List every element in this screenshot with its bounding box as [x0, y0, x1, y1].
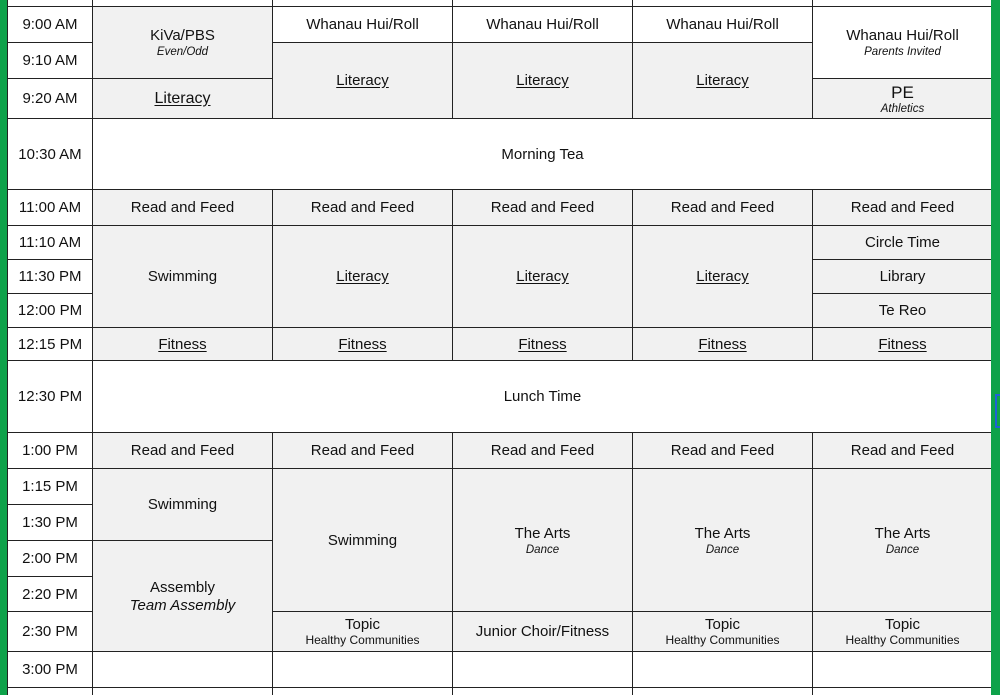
cell-label: KiVa/PBS	[150, 27, 215, 44]
cell-topic[interactable]	[633, 612, 813, 652]
cell-pe[interactable]	[813, 79, 992, 119]
table-row	[8, 7, 992, 43]
time-cell: 3:00 PM	[8, 652, 93, 688]
cell-read-feed[interactable]: Read and Feed	[813, 190, 992, 226]
time-cell: 10:30 AM	[8, 119, 93, 190]
time-cell: 2:00 PM	[8, 541, 93, 577]
time-cell: 1:00 PM	[8, 433, 93, 469]
cell-whanau[interactable]: Whanau Hui/Roll	[273, 7, 453, 43]
cell-circle-time[interactable]: Circle Time	[813, 226, 992, 260]
table-row	[8, 190, 992, 226]
cell-empty[interactable]	[453, 652, 633, 688]
cell-literacy[interactable]: Literacy	[273, 226, 453, 328]
cell-empty[interactable]	[93, 652, 273, 688]
cell-fitness[interactable]: Fitness	[453, 328, 633, 361]
cell-topic[interactable]	[813, 612, 992, 652]
cell-literacy[interactable]: Literacy	[453, 43, 633, 119]
cell-fitness[interactable]: Fitness	[633, 328, 813, 361]
cell-read-feed[interactable]: Read and Feed	[453, 433, 633, 469]
cell-label: Literacy	[154, 89, 211, 107]
time-cell: 11:10 AM	[8, 226, 93, 260]
cell-read-feed[interactable]: Read and Feed	[633, 433, 813, 469]
table-row	[8, 328, 992, 361]
cell-sublabel: Team Assembly	[129, 596, 236, 614]
cell-read-feed[interactable]: Read and Feed	[93, 190, 273, 226]
cell-fitness[interactable]: Fitness	[93, 328, 273, 361]
cell-sublabel: Healthy Communities	[845, 633, 960, 647]
cell-sublabel: Even/Odd	[156, 46, 209, 58]
cell-label: PE	[891, 82, 914, 102]
time-cell: 12:15 PM	[8, 328, 93, 361]
cell-lunch[interactable]: Lunch Time	[93, 361, 992, 433]
cell-literacy[interactable]: Literacy	[633, 43, 813, 119]
cell-empty[interactable]	[633, 652, 813, 688]
cell-empty[interactable]	[273, 652, 453, 688]
time-cell: 12:00 PM	[8, 294, 93, 328]
cell-sublabel: Dance	[885, 543, 920, 556]
cell-label: Topic	[884, 616, 921, 633]
time-cell: 11:00 AM	[8, 190, 93, 226]
cell-assembly[interactable]	[93, 541, 273, 652]
cell-label: Whanau Hui/Roll	[846, 27, 959, 44]
table-row	[8, 433, 992, 469]
cell-label: The Arts	[694, 524, 751, 542]
cell-read-feed[interactable]: Read and Feed	[813, 433, 992, 469]
cell-sublabel: Athletics	[880, 102, 925, 115]
cell-read-feed[interactable]: Read and Feed	[633, 190, 813, 226]
cell-read-feed[interactable]: Read and Feed	[453, 190, 633, 226]
cell-arts[interactable]	[813, 469, 992, 612]
cell-library[interactable]: Library	[813, 260, 992, 294]
cell-label: Topic	[704, 616, 741, 633]
cell-fitness[interactable]: Fitness	[813, 328, 992, 361]
table-row	[8, 652, 992, 688]
cell-literacy[interactable]: Literacy	[273, 43, 453, 119]
time-cell: 9:00 AM	[8, 7, 93, 43]
cell-topic[interactable]	[273, 612, 453, 652]
cell-sublabel: Healthy Communities	[305, 633, 420, 647]
cell-sublabel: Dance	[705, 543, 740, 556]
cell-label: The Arts	[874, 524, 931, 542]
cell-read-feed[interactable]: Read and Feed	[273, 190, 453, 226]
cell-label: Assembly	[149, 578, 216, 596]
timetable	[7, 0, 991, 695]
table-row	[8, 361, 992, 433]
time-cell: 9:20 AM	[8, 79, 93, 119]
cell-arts[interactable]	[453, 469, 633, 612]
table-row	[8, 119, 992, 190]
cell-morning-tea[interactable]: Morning Tea	[93, 119, 992, 190]
timetable-sheet	[7, 0, 991, 695]
time-cell: 2:20 PM	[8, 577, 93, 612]
time-cell: 1:15 PM	[8, 469, 93, 505]
cell-sublabel: Parents Invited	[864, 46, 941, 58]
time-cell: 9:10 AM	[8, 43, 93, 79]
cell-te-reo[interactable]: Te Reo	[813, 294, 992, 328]
cell-fitness[interactable]: Fitness	[273, 328, 453, 361]
cell-kiva[interactable]	[93, 7, 273, 79]
cell-empty[interactable]	[813, 652, 992, 688]
cell-read-feed[interactable]: Read and Feed	[93, 433, 273, 469]
cell-choir[interactable]: Junior Choir/Fitness	[453, 612, 633, 652]
time-cell: 12:30 PM	[8, 361, 93, 433]
time-cell: 1:30 PM	[8, 505, 93, 541]
cell-literacy[interactable]	[93, 79, 273, 119]
cell-swimming[interactable]: Swimming	[273, 469, 453, 612]
cell-label: Topic	[344, 616, 381, 633]
cell-arts[interactable]	[633, 469, 813, 612]
selection-handle[interactable]	[995, 394, 1000, 428]
cell-whanau-parents[interactable]	[813, 7, 992, 79]
table-row	[8, 226, 992, 260]
cell-whanau[interactable]: Whanau Hui/Roll	[453, 7, 633, 43]
cell-swimming[interactable]: Swimming	[93, 226, 273, 328]
table-row	[8, 469, 992, 505]
cell-sublabel: Dance	[525, 543, 560, 556]
time-cell: 2:30 PM	[8, 612, 93, 652]
cell-sublabel: Healthy Communities	[665, 633, 780, 647]
cell-swimming[interactable]: Swimming	[93, 469, 273, 541]
cell-literacy[interactable]: Literacy	[633, 226, 813, 328]
cell-literacy[interactable]: Literacy	[453, 226, 633, 328]
cell-read-feed[interactable]: Read and Feed	[273, 433, 453, 469]
time-cell: 11:30 PM	[8, 260, 93, 294]
cell-label: The Arts	[514, 524, 571, 542]
cell-whanau[interactable]: Whanau Hui/Roll	[633, 7, 813, 43]
table-row	[8, 688, 992, 695]
